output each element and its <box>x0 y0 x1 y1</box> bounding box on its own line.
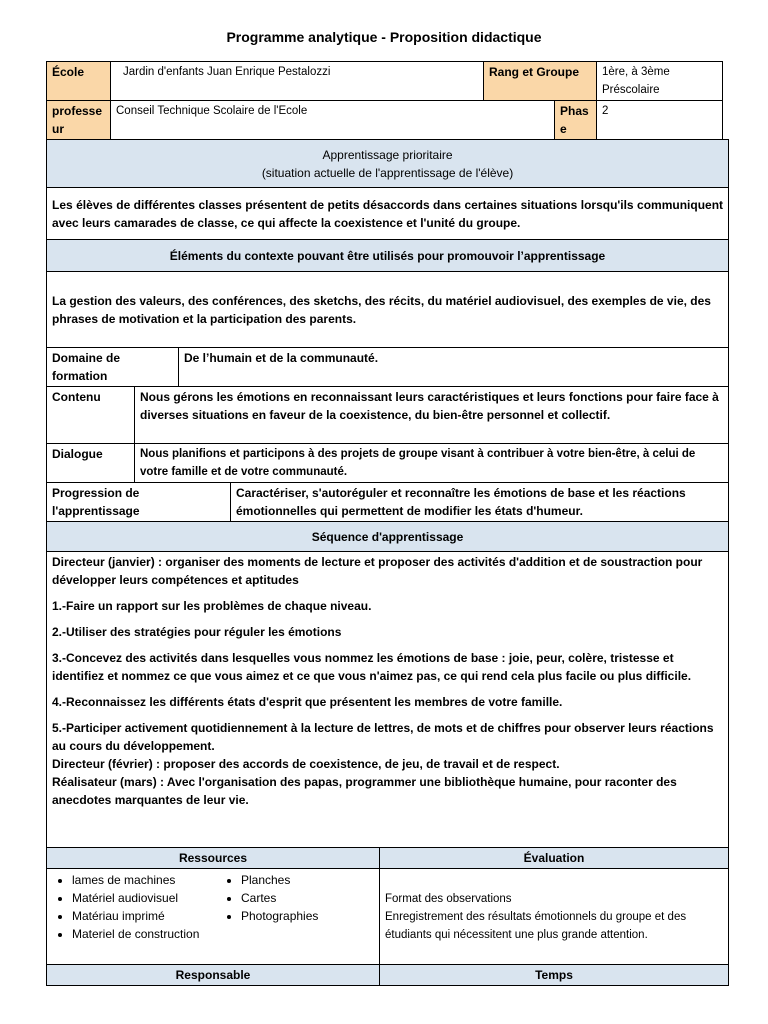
progression-value: Caractériser, s'autoréguler et reconnaître les émotions de base et les réactions émotionnelles qui permettent de modifier les états d'humeur. <box>231 483 729 522</box>
ressource-item: • Matériau imprimé <box>72 907 221 925</box>
professeur-value: Conseil Technique Scolaire de l'Ecole <box>111 101 555 140</box>
resources-table <box>46 847 729 986</box>
ecole-label: École <box>47 62 111 101</box>
ressource-item: • Photographies <box>241 907 374 925</box>
responsable-heading: Responsable <box>47 965 380 986</box>
sequence-intro: Directeur (janvier) : organiser des moments de lecture et proposer des activités d'addition et de soustraction pour développer leurs compétences et aptitudes <box>52 555 703 587</box>
rang-value: 1ère, à 3ème Préscolaire <box>597 62 723 101</box>
sequence-mars: Réalisateur (mars) : Avec l'organisation des papas, programmer une bibliothèque humaine, pour raconter des anecdotes marquantes de leur vie. <box>52 775 677 807</box>
ressources-heading: Ressources <box>47 848 380 869</box>
progression-label: Progression de l'apprentissage <box>52 486 140 518</box>
ressources-list-1 <box>52 871 221 943</box>
sequence-step-3: 3.-Concevez des activités dans lesquelles vous nommez les émotions de base : joie, peur, colère, tristesse et identifiez et nommez ce que vous aimez et ce que vous n'aimez pas, ce qui rend cela plus facile ou plus difficile. <box>52 651 692 683</box>
apprentissage-heading <box>47 140 729 188</box>
sequence-fevrier: Directeur (février) : proposer des accords de coexistence, de jeu, de travail et de respect. <box>52 757 560 771</box>
contexte-text: La gestion des valeurs, des conférences, des sketchs, des récits, du matériel audiovisuel, des exemples de vie, des phrases de motivation et la participation des parents. <box>47 272 729 348</box>
dialogue-value: Nous planifions et participons à des projets de groupe visant à contribuer à votre bien-être, à celui de votre famille et de votre communauté. <box>135 444 729 483</box>
ressources-list-2 <box>221 871 374 943</box>
ressources-cell <box>47 869 380 965</box>
ressource-item: • Matériel audiovisuel <box>72 889 221 907</box>
evaluation-cell <box>380 869 729 965</box>
sequence-body <box>47 552 729 851</box>
ressource-item: • Cartes <box>241 889 374 907</box>
evaluation-line-1: Format des observations <box>385 892 512 905</box>
ressource-item: • lames de machines <box>72 871 221 889</box>
page-title: Programme analytique - Proposition didactique <box>226 29 542 45</box>
contexte-heading: Éléments du contexte pouvant être utilisés pour promouvoir l’apprentissage <box>47 240 729 272</box>
apprentissage-heading-line2: (situation actuelle de l'apprentissage de l'élève) <box>261 165 514 180</box>
apprentissage-text: Les élèves de différentes classes présentent de petits désaccords dans certaines situations lorsqu'ils communiquent avec leurs camarades de classe, ce qui affecte la coexistence et l'unité du groupe. <box>47 188 729 240</box>
contenu-value: Nous gérons les émotions en reconnaissant leurs caractéristiques et leurs fonctions pour faire face à diverses situations en faveur de la coexistence, du bien-être personnel et collectif. <box>135 387 729 444</box>
ecole-value: Jardin d'enfants Juan Enrique Pestalozzi <box>111 62 484 101</box>
domaine-label: Domaine de formation <box>47 348 179 387</box>
ressource-item: • Planches <box>241 871 374 889</box>
evaluation-line-2: Enregistrement des résultats émotionnels du groupe et des étudiants qui nécessitent une plus grande attention. <box>385 910 687 941</box>
temps-heading: Temps <box>380 965 729 986</box>
ressource-item: • Materiel de construction <box>72 925 221 943</box>
sequence-heading: Séquence d'apprentissage <box>47 522 729 552</box>
sequence-step-1: 1.-Faire un rapport sur les problèmes de chaque niveau. <box>52 599 372 613</box>
contenu-label: Contenu <box>47 387 135 444</box>
apprentissage-heading-line1: Apprentissage prioritaire <box>322 147 453 162</box>
domaine-value: De l’humain et de la communauté. <box>179 348 729 387</box>
phase-label: Phase <box>555 101 597 140</box>
progression-label-cell <box>47 483 231 522</box>
dialogue-label: Dialogue <box>47 444 135 483</box>
evaluation-heading: Évaluation <box>380 848 729 869</box>
main-table <box>46 139 729 851</box>
header-table <box>46 61 723 140</box>
sequence-step-5: 5.-Participer activement quotidiennement à la lecture de lettres, de mots et de chiffres pour observer leurs réactions au cours du développement. <box>52 721 714 753</box>
rang-label: Rang et Groupe <box>484 62 597 101</box>
sequence-step-2: 2.-Utiliser des stratégies pour réguler les émotions <box>52 625 342 639</box>
sequence-step-4: 4.-Reconnaissez les différents états d'esprit que présentent les membres de votre famille. <box>52 695 563 709</box>
professeur-label: professeur <box>47 101 111 140</box>
phase-value: 2 <box>597 101 723 140</box>
